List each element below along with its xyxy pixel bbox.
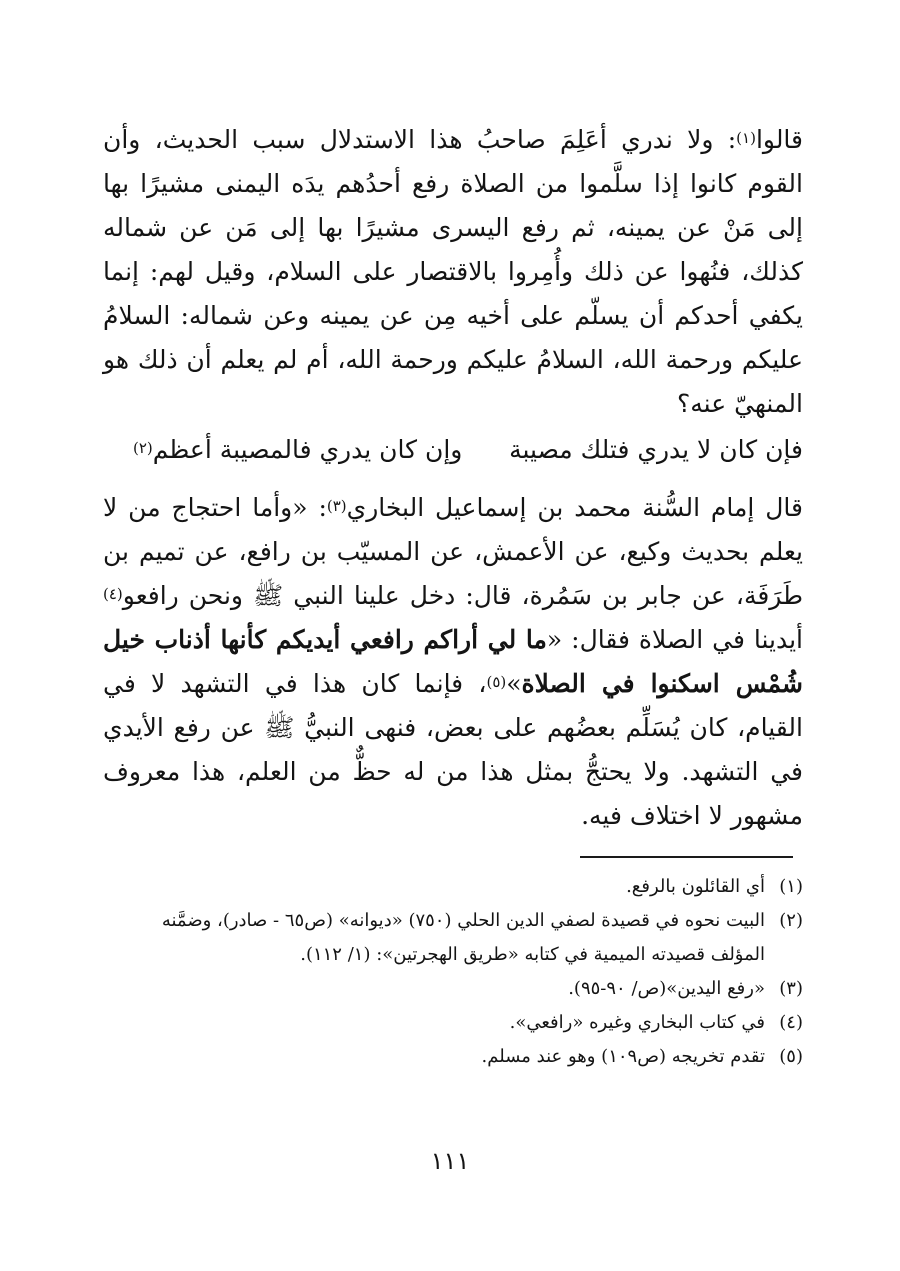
footnote-marker-4[interactable]: (٤) <box>103 585 123 603</box>
footnote-marker-2[interactable]: (٢) <box>133 439 153 457</box>
footnote-text: «رفع اليدين»(ص/ ٩٠-٩٥). <box>568 978 765 999</box>
footnote <box>103 1040 803 1074</box>
footnote <box>103 1006 803 1040</box>
footnote-separator <box>580 856 793 858</box>
footnote-marker-1[interactable]: (١) <box>736 129 756 147</box>
hadith-quote-bold: ما لي أراكم رافعي أيديكم كأنها أذناب خيل شُمْس اسكنوا في الصلاة <box>103 625 803 698</box>
footnote-marker-3[interactable]: (٣) <box>326 497 347 515</box>
paragraph-2-part-a: قال إمام السُّنة محمد بن إسماعيل البخاري <box>346 493 803 522</box>
paragraph-2-text <box>103 486 803 838</box>
footnote-number: (٢) <box>779 910 803 931</box>
paragraph-1-text <box>103 118 803 426</box>
paragraph-2-part-c: أيدينا في الصلاة فقال: « <box>546 625 803 654</box>
footnote-text: البيت نحوه في قصيدة لصفي الدين الحلي (٧٥٠) «ديوانه» (ص٦٥ - صادر)، وضمَّنه المؤلف قصيدته الميمية في كتابه «طريق الهجرتين»: (١/ ١١٢). <box>161 910 765 965</box>
footnote <box>103 904 803 972</box>
verse-first-hemistich: فإن كان لا يدري فتلك مصيبة <box>509 435 803 464</box>
footnote-number: (٣) <box>779 978 803 999</box>
paragraph-2-part-b: : «وأما احتجاج من لا يعلم بحديث وكيع، عن الأعمش، عن المسيّب بن رافع، عن تميم بن طَرَفَة، عن جابر بن سَمُرة، قال: دخل علينا النبي ﷺ ونحن رافعو <box>103 493 803 610</box>
footnote <box>103 972 803 1006</box>
footnote-number: (١) <box>779 876 803 897</box>
paragraph-2-part-e: ، فإنما كان هذا في التشهد لا في القيام، كان يُسَلِّم بعضُهم على بعض، فنهى النبيُّ ﷺ عن رفع الأيدي في التشهد. ولا يحتجُّ بمثل هذا من له حظٌّ من العلم، هذا معروف مشهور لا اختلاف فيه. <box>103 669 803 830</box>
paragraph-1-rest: : ولا ندري أعَلِمَ صاحبُ هذا الاستدلال سبب الحديث، وأن القوم كانوا إذا سلَّموا من الصلاة رفع أحدُهم يدَه اليمنى مشيرًا بها إلى مَنْ عن يمينه، ثم رفع اليسرى مشيرًا بها إلى مَن عن شماله كذلك، فنُهوا عن ذلك وأُمِروا بالاقتصار على السلام، وقيل لهم: إنما يكفي أحدكم أن يسلّم على أخيه مِن عن يمينه وعن شماله: السلامُ عليكم ورحمة الله، السلامُ عليكم ورحمة الله، أم لم يعلم أن ذلك هو المنهيّ عنه؟ <box>103 125 803 418</box>
verse-second-text: وإن كان يدري فالمصيبة أعظم <box>152 435 463 464</box>
verse-second-hemistich <box>133 428 462 472</box>
paragraph-2 <box>103 486 803 838</box>
paragraph-2-part-d: » <box>506 669 522 698</box>
footnote-number: (٤) <box>779 1012 803 1033</box>
footnote-marker-5[interactable]: (٥) <box>486 673 507 691</box>
footnote-text: تقدم تخريجه (ص١٠٩) وهو عند مسلم. <box>481 1046 765 1067</box>
footnote-text: في كتاب البخاري وغيره «رافعي». <box>509 1012 765 1033</box>
paragraph-1-lead: قالوا <box>755 125 803 154</box>
footnote <box>103 870 803 904</box>
paragraph-1 <box>103 118 803 426</box>
footnote-text: أي القائلون بالرفع. <box>626 876 765 897</box>
page-number: ١١١ <box>430 1147 470 1175</box>
footnote-number: (٥) <box>779 1046 803 1067</box>
footnotes <box>103 870 803 1074</box>
